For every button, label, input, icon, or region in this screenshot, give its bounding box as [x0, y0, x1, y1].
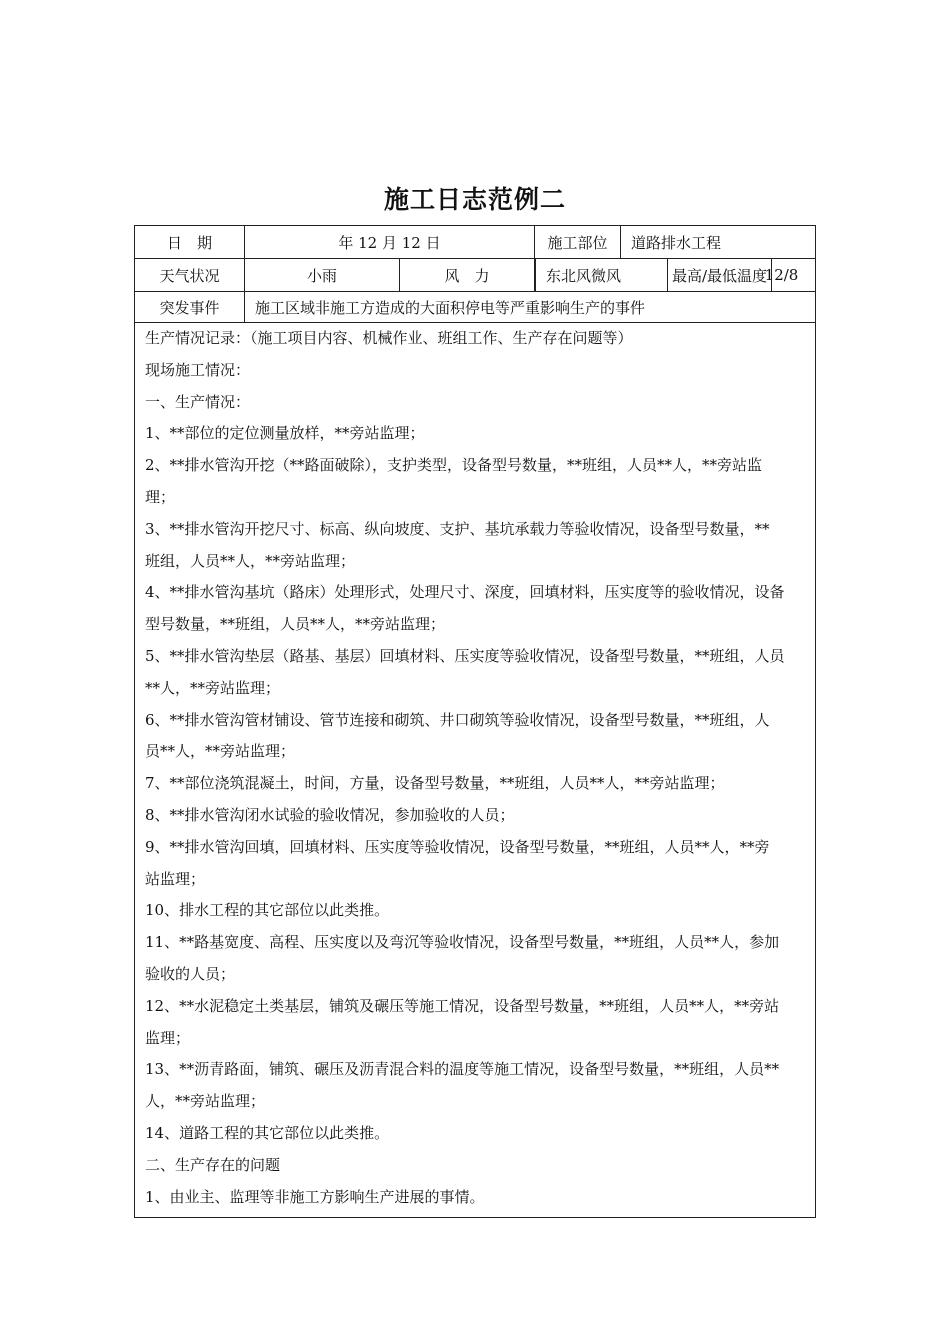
record-line: 现场施工情况： [145, 360, 251, 379]
header-row-date [135, 226, 815, 259]
record-line: 生产情况记录：（施工项目内容、机械作业、班组工作、生产存在问题等） [145, 329, 633, 347]
record-line: 2、**排水管沟开挖（**路面破除），支护类型，设备型号数量，**班组，人员**人，**旁站监 [145, 456, 763, 475]
record-line: 10、排水工程的其它部位以此类推。 [145, 901, 390, 920]
record-line: 12、**水泥稳定土类基层，铺筑及碾压等施工情况，设备型号数量，**班组，人员**人，**旁站 [145, 996, 780, 1015]
record-line: 验收的人员； [145, 964, 236, 983]
construction-log-table [134, 225, 816, 1218]
record-line: 1、由业主、监理等非施工方影响生产进展的事情。 [145, 1187, 485, 1206]
incident-label: 突发事件 [135, 292, 245, 322]
incident-value: 施工区域非施工方造成的大面积停电等严重影响生产的事件 [255, 298, 646, 317]
weather-value: 小雨 [245, 259, 400, 291]
wind-label: 风 力 [400, 259, 535, 291]
record-line: 监理； [145, 1028, 191, 1047]
temp-value: 12/8 [764, 266, 799, 284]
record-line: **人，**旁站监理； [145, 678, 281, 697]
header-row-weather [135, 259, 815, 292]
record-line: 1、**部位的定位测量放样，**旁站监理； [145, 424, 425, 443]
record-line: 4、**排水管沟基坑（路床）处理形式，处理尺寸、深度，回填材料，压实度等的验收情况，设备 [145, 583, 785, 602]
record-line: 8、**排水管沟闭水试验的验收情况，参加验收的人员； [145, 805, 515, 824]
temp-label: 最高/最低温度 [668, 259, 772, 291]
record-line: 型号数量，**班组，人员**人，**旁站监理； [145, 615, 446, 634]
record-line: 9、**排水管沟回填，回填材料、压实度等验收情况，设备型号数量，**班组，人员**人，**旁 [145, 837, 770, 856]
header-row-incident [135, 292, 815, 323]
record-line: 5、**排水管沟垫层（路基、基层）回填材料、压实度等验收情况，设备型号数量，**班组，人员 [145, 646, 785, 665]
wind-value: 东北风微风 [535, 259, 668, 291]
weather-label: 天气状况 [135, 259, 245, 291]
record-line: 13、**沥青路面，铺筑、碾压及沥青混合料的温度等施工情况，设备型号数量，**班组，人员** [145, 1060, 780, 1079]
record-line: 一、生产情况： [145, 392, 251, 411]
record-line: 班组，人员**人，**旁站监理； [145, 551, 356, 570]
record-line: 3、**排水管沟开挖尺寸、标高、纵向坡度、支护、基坑承载力等验收情况，设备型号数量，** [145, 519, 770, 538]
record-line: 7、**部位浇筑混凝土，时间，方量，设备型号数量，**班组，人员**人，**旁站监理； [145, 774, 725, 793]
production-record [135, 323, 815, 1213]
page-title: 施工日志范例二 [383, 185, 566, 214]
date-label: 日 期 [135, 226, 245, 258]
record-line: 人，**旁站监理； [145, 1092, 266, 1111]
site-value: 道路排水工程 [631, 233, 722, 252]
record-line: 11、**路基宽度、高程、压实度以及弯沉等验收情况，设备型号数量，**班组，人员**人，参加 [145, 933, 780, 952]
record-line: 理； [145, 487, 176, 506]
record-line: 员**人，**旁站监理； [145, 742, 296, 761]
record-line: 二、生产存在的问题 [145, 1155, 281, 1174]
record-line: 站监理； [145, 869, 206, 888]
date-value: 年 12 月 12 日 [245, 226, 535, 258]
record-line: 6、**排水管沟管材铺设、管节连接和砌筑、井口砌筑等验收情况，设备型号数量，**班组，人 [145, 710, 770, 729]
site-label: 施工部位 [535, 226, 621, 258]
record-line: 14、道路工程的其它部位以此类推。 [145, 1123, 390, 1142]
